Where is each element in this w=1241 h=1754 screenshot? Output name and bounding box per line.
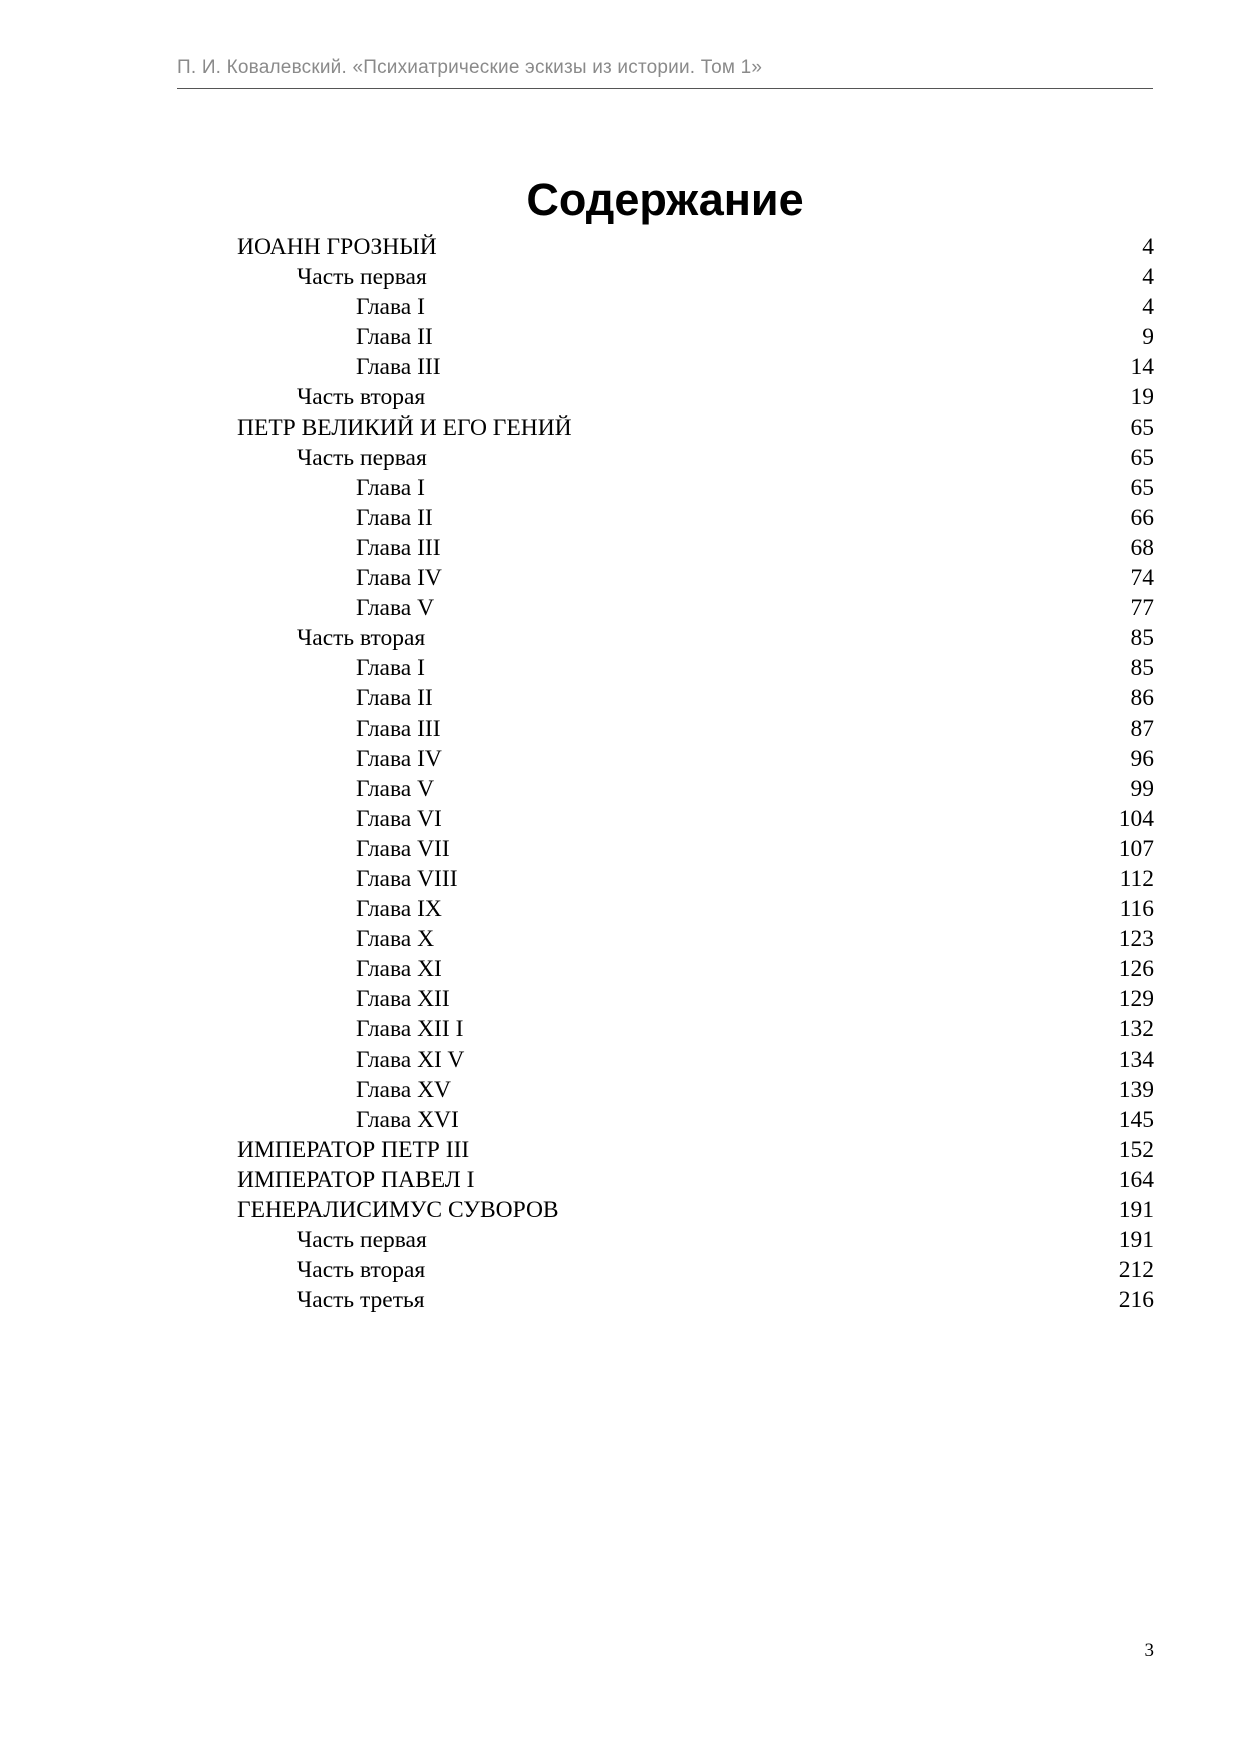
toc-entry-title: Часть третья: [297, 1287, 425, 1314]
toc-entry-page: 77: [1130, 595, 1154, 622]
toc-entry-page: 126: [1118, 956, 1154, 983]
toc-entry-title: ИМПЕРАТОР ПЕТР III: [237, 1136, 470, 1163]
running-header: П. И. Ковалевский. «Психиатрические эскизы из истории. Том 1»: [177, 57, 763, 78]
toc-entry-title: ИОАНН ГРОЗНЫЙ: [237, 234, 437, 260]
toc-entry-title: Глава IX: [356, 896, 442, 923]
toc-entry-page: 85: [1130, 655, 1154, 682]
toc-entry-page: 212: [1118, 1257, 1154, 1284]
toc-entry-title: Глава XVI: [356, 1106, 459, 1133]
toc-entry-title: Глава XII: [356, 986, 450, 1013]
toc-entry-page: 123: [1118, 926, 1154, 953]
toc-entry-title: Глава XII I: [356, 1016, 464, 1043]
toc-entry-title: Глава XV: [356, 1076, 452, 1103]
toc-entry-title: Часть первая: [297, 264, 427, 291]
toc-entry-page: 129: [1118, 986, 1154, 1013]
toc-entry[interactable]: [0, 1225, 1241, 1255]
toc-entry-page: 116: [1119, 896, 1154, 923]
toc-entry-page: 65: [1130, 414, 1154, 441]
toc-entry-title: Часть первая: [297, 1227, 427, 1254]
toc-entry-page: 99: [1130, 775, 1154, 802]
toc-entry-page: 112: [1119, 865, 1154, 892]
toc-entry-page: 191: [1118, 1227, 1154, 1254]
toc-entry-title: Глава X: [356, 926, 435, 953]
toc-entry[interactable]: [0, 1135, 1241, 1165]
toc-entry-title: ИМПЕРАТОР ПАВЕЛ I: [237, 1166, 475, 1193]
toc-entry-title: Часть вторая: [297, 384, 426, 411]
toc-entry-title: Часть вторая: [297, 625, 426, 652]
toc-entry-page: 86: [1130, 685, 1154, 712]
toc-entry[interactable]: [0, 744, 1241, 774]
toc-entry-title: Часть первая: [297, 444, 427, 471]
toc-entry-page: 4: [1142, 294, 1154, 321]
toc-entry[interactable]: [0, 503, 1241, 533]
toc-entry[interactable]: [0, 1045, 1241, 1075]
toc-entry-page: 145: [1118, 1106, 1154, 1133]
table-of-contents: [0, 232, 1241, 1315]
toc-entry[interactable]: [0, 924, 1241, 954]
toc-entry-page: 14: [1130, 354, 1154, 381]
toc-entry-title: Глава II: [356, 685, 433, 712]
toc-entry-title: Глава IV: [356, 565, 442, 592]
toc-entry-page: 65: [1130, 444, 1154, 471]
header-divider: [177, 88, 1153, 89]
toc-entry-page: 87: [1130, 715, 1154, 742]
toc-entry-page: 74: [1130, 565, 1154, 592]
toc-entry[interactable]: [0, 714, 1241, 744]
toc-entry[interactable]: [0, 322, 1241, 352]
toc-entry-page: 134: [1118, 1046, 1154, 1073]
toc-entry-title: Глава II: [356, 504, 433, 531]
toc-entry[interactable]: [0, 473, 1241, 503]
page-title: Содержание: [526, 174, 804, 226]
toc-entry-title: Глава I: [356, 655, 425, 682]
toc-entry-title: Глава VI: [356, 805, 442, 832]
toc-entry-page: 68: [1130, 534, 1154, 561]
toc-entry-page: 65: [1130, 474, 1154, 501]
toc-entry[interactable]: [0, 864, 1241, 894]
toc-entry[interactable]: [0, 563, 1241, 593]
toc-entry-title: Глава VIII: [356, 865, 458, 892]
toc-entry[interactable]: [0, 1014, 1241, 1044]
toc-entry-title: Глава V: [356, 595, 435, 622]
toc-entry[interactable]: [0, 984, 1241, 1014]
toc-entry[interactable]: [0, 834, 1241, 864]
toc-entry-title: Часть вторая: [297, 1257, 426, 1284]
toc-entry[interactable]: [0, 653, 1241, 683]
toc-entry[interactable]: [0, 683, 1241, 713]
toc-entry[interactable]: [0, 443, 1241, 473]
toc-entry-page: 96: [1130, 745, 1154, 772]
toc-entry[interactable]: [0, 954, 1241, 984]
toc-entry-page: 139: [1118, 1076, 1154, 1103]
toc-entry[interactable]: [0, 1195, 1241, 1225]
toc-entry-page: 107: [1118, 835, 1154, 862]
toc-entry[interactable]: [0, 533, 1241, 563]
toc-entry[interactable]: [0, 1165, 1241, 1195]
toc-entry[interactable]: [0, 623, 1241, 653]
toc-entry[interactable]: [0, 1105, 1241, 1135]
toc-entry-title: Глава I: [356, 474, 425, 501]
toc-entry-title: Глава V: [356, 775, 435, 802]
toc-entry-title: Глава III: [356, 354, 441, 381]
toc-entry-title: ГЕНЕРАЛИСИМУС СУВОРОВ: [237, 1197, 559, 1223]
toc-entry[interactable]: [0, 774, 1241, 804]
toc-entry[interactable]: [0, 804, 1241, 834]
toc-entry[interactable]: [0, 352, 1241, 382]
toc-entry[interactable]: [0, 1285, 1241, 1315]
toc-entry-page: 19: [1130, 384, 1154, 411]
toc-entry-title: Глава III: [356, 715, 441, 742]
toc-entry-page: 9: [1142, 324, 1154, 351]
toc-entry-title: Глава I: [356, 294, 425, 321]
toc-entry-page: 216: [1118, 1287, 1154, 1314]
toc-entry-title: Глава IV: [356, 745, 442, 772]
toc-entry[interactable]: [0, 262, 1241, 292]
toc-entry[interactable]: [0, 894, 1241, 924]
toc-entry[interactable]: [0, 292, 1241, 322]
toc-entry-page: 4: [1142, 234, 1154, 260]
toc-entry[interactable]: [0, 232, 1241, 262]
toc-entry-page: 104: [1118, 805, 1154, 832]
toc-entry-title: Глава III: [356, 534, 441, 561]
toc-entry-page: 191: [1118, 1197, 1154, 1223]
page-number: 3: [1144, 1640, 1154, 1661]
toc-entry[interactable]: [0, 1255, 1241, 1285]
toc-entry-page: 66: [1130, 504, 1154, 531]
toc-entry-page: 164: [1118, 1166, 1154, 1193]
toc-entry-page: 152: [1118, 1136, 1154, 1163]
toc-entry-title: ПЕТР ВЕЛИКИЙ И ЕГО ГЕНИЙ: [237, 414, 572, 441]
toc-entry[interactable]: [0, 382, 1241, 412]
toc-entry-title: Глава II: [356, 324, 433, 351]
toc-entry[interactable]: [0, 593, 1241, 623]
toc-entry-page: 85: [1130, 625, 1154, 652]
toc-entry-title: Глава XI: [356, 956, 442, 983]
toc-entry-page: 4: [1142, 264, 1154, 291]
toc-entry[interactable]: [0, 413, 1241, 443]
toc-entry-page: 132: [1118, 1016, 1154, 1043]
toc-entry[interactable]: [0, 1075, 1241, 1105]
toc-entry-title: Глава VII: [356, 835, 450, 862]
toc-entry-title: Глава XI V: [356, 1046, 465, 1073]
